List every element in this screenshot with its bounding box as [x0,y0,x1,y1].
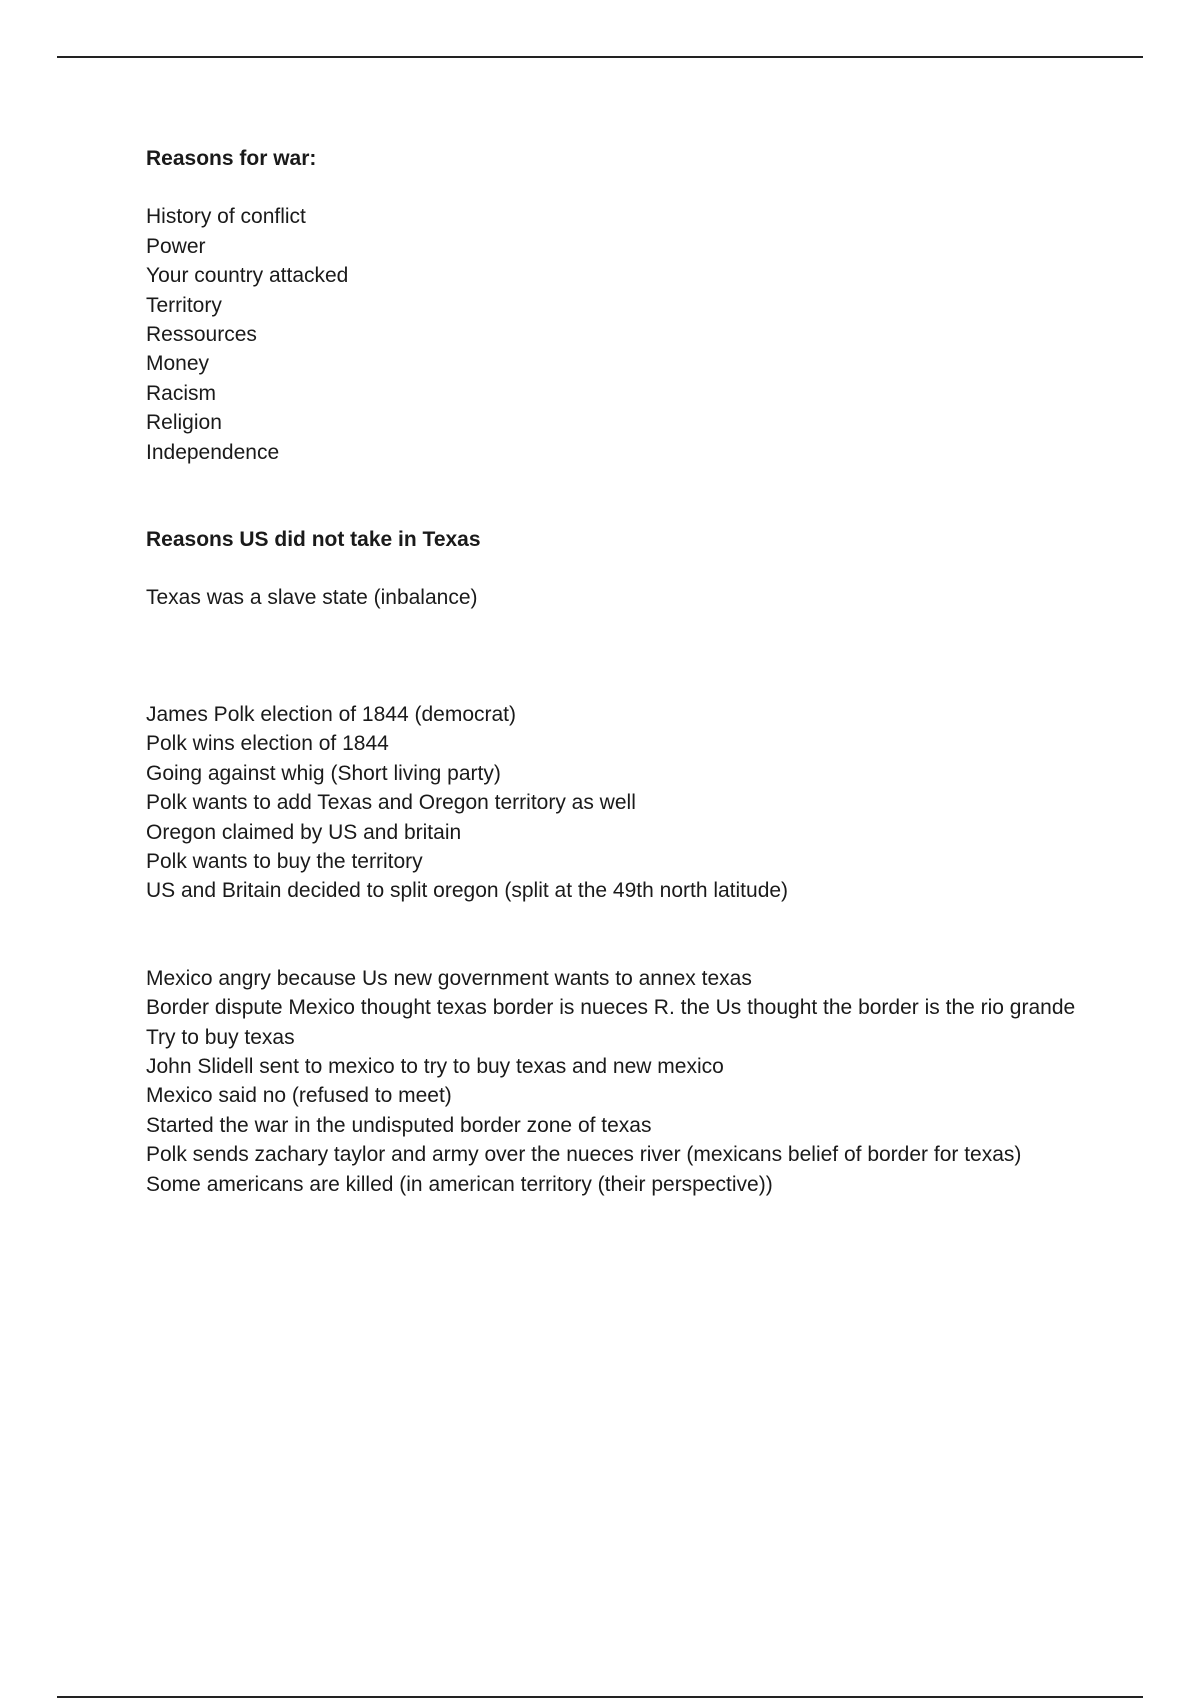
list-item: History of conflict [146,205,306,229]
list-item: Border dispute Mexico thought texas border is nueces R. the Us thought the border is the rio grande [146,996,1076,1020]
reasons-for-war-list [146,202,1086,467]
list-item: Polk wants to add Texas and Oregon territory as well [146,791,636,815]
list-item: Going against whig (Short living party) [146,761,501,785]
list-item: Polk wins election of 1844 [146,732,389,756]
reasons-us-list [146,583,1086,612]
list-item: Territory [146,293,222,317]
list-item: US and Britain decided to split oregon (split at the 49th north latitude) [146,879,789,903]
list-item: Try to buy texas [146,1025,295,1049]
list-item: Money [146,352,210,376]
heading-reasons-for-war: Reasons for war: [146,147,317,170]
list-item: Some americans are killed (in american territory (their perspective)) [146,1172,773,1196]
list-item: James Polk election of 1844 (democrat) [146,702,517,726]
polk-election-list [146,700,1086,906]
list-item: Mexico said no (refused to meet) [146,1084,452,1108]
spacer [146,613,1086,700]
list-item: Polk wants to buy the territory [146,849,423,873]
heading-reasons-us-did-not-take-texas: Reasons US did not take in Texas [146,528,481,552]
top-rule [57,56,1143,58]
spacer [146,467,1086,525]
list-item: Polk sends zachary taylor and army over the nueces river (mexicans belief of border for texas) [146,1143,1022,1167]
list-item: Texas was a slave state (inbalance) [146,586,478,610]
document-body [146,144,1086,1199]
mexico-war-list [146,964,1086,1199]
list-item: Mexico angry because Us new government wants to annex texas [146,966,752,990]
list-item: Independence [146,440,280,464]
list-item: John Slidell sent to mexico to try to buy texas and new mexico [146,1054,724,1078]
list-item: Started the war in the undisputed border zone of texas [146,1113,652,1137]
spacer [146,906,1086,964]
list-item: Oregon claimed by US and britain [146,820,462,844]
list-item: Your country attacked [146,264,349,288]
list-item: Ressources [146,323,257,347]
list-item: Religion [146,411,222,435]
spacer [146,554,1086,583]
list-item: Power [146,234,206,258]
list-item: Racism [146,381,217,405]
bottom-rule [57,1696,1143,1698]
